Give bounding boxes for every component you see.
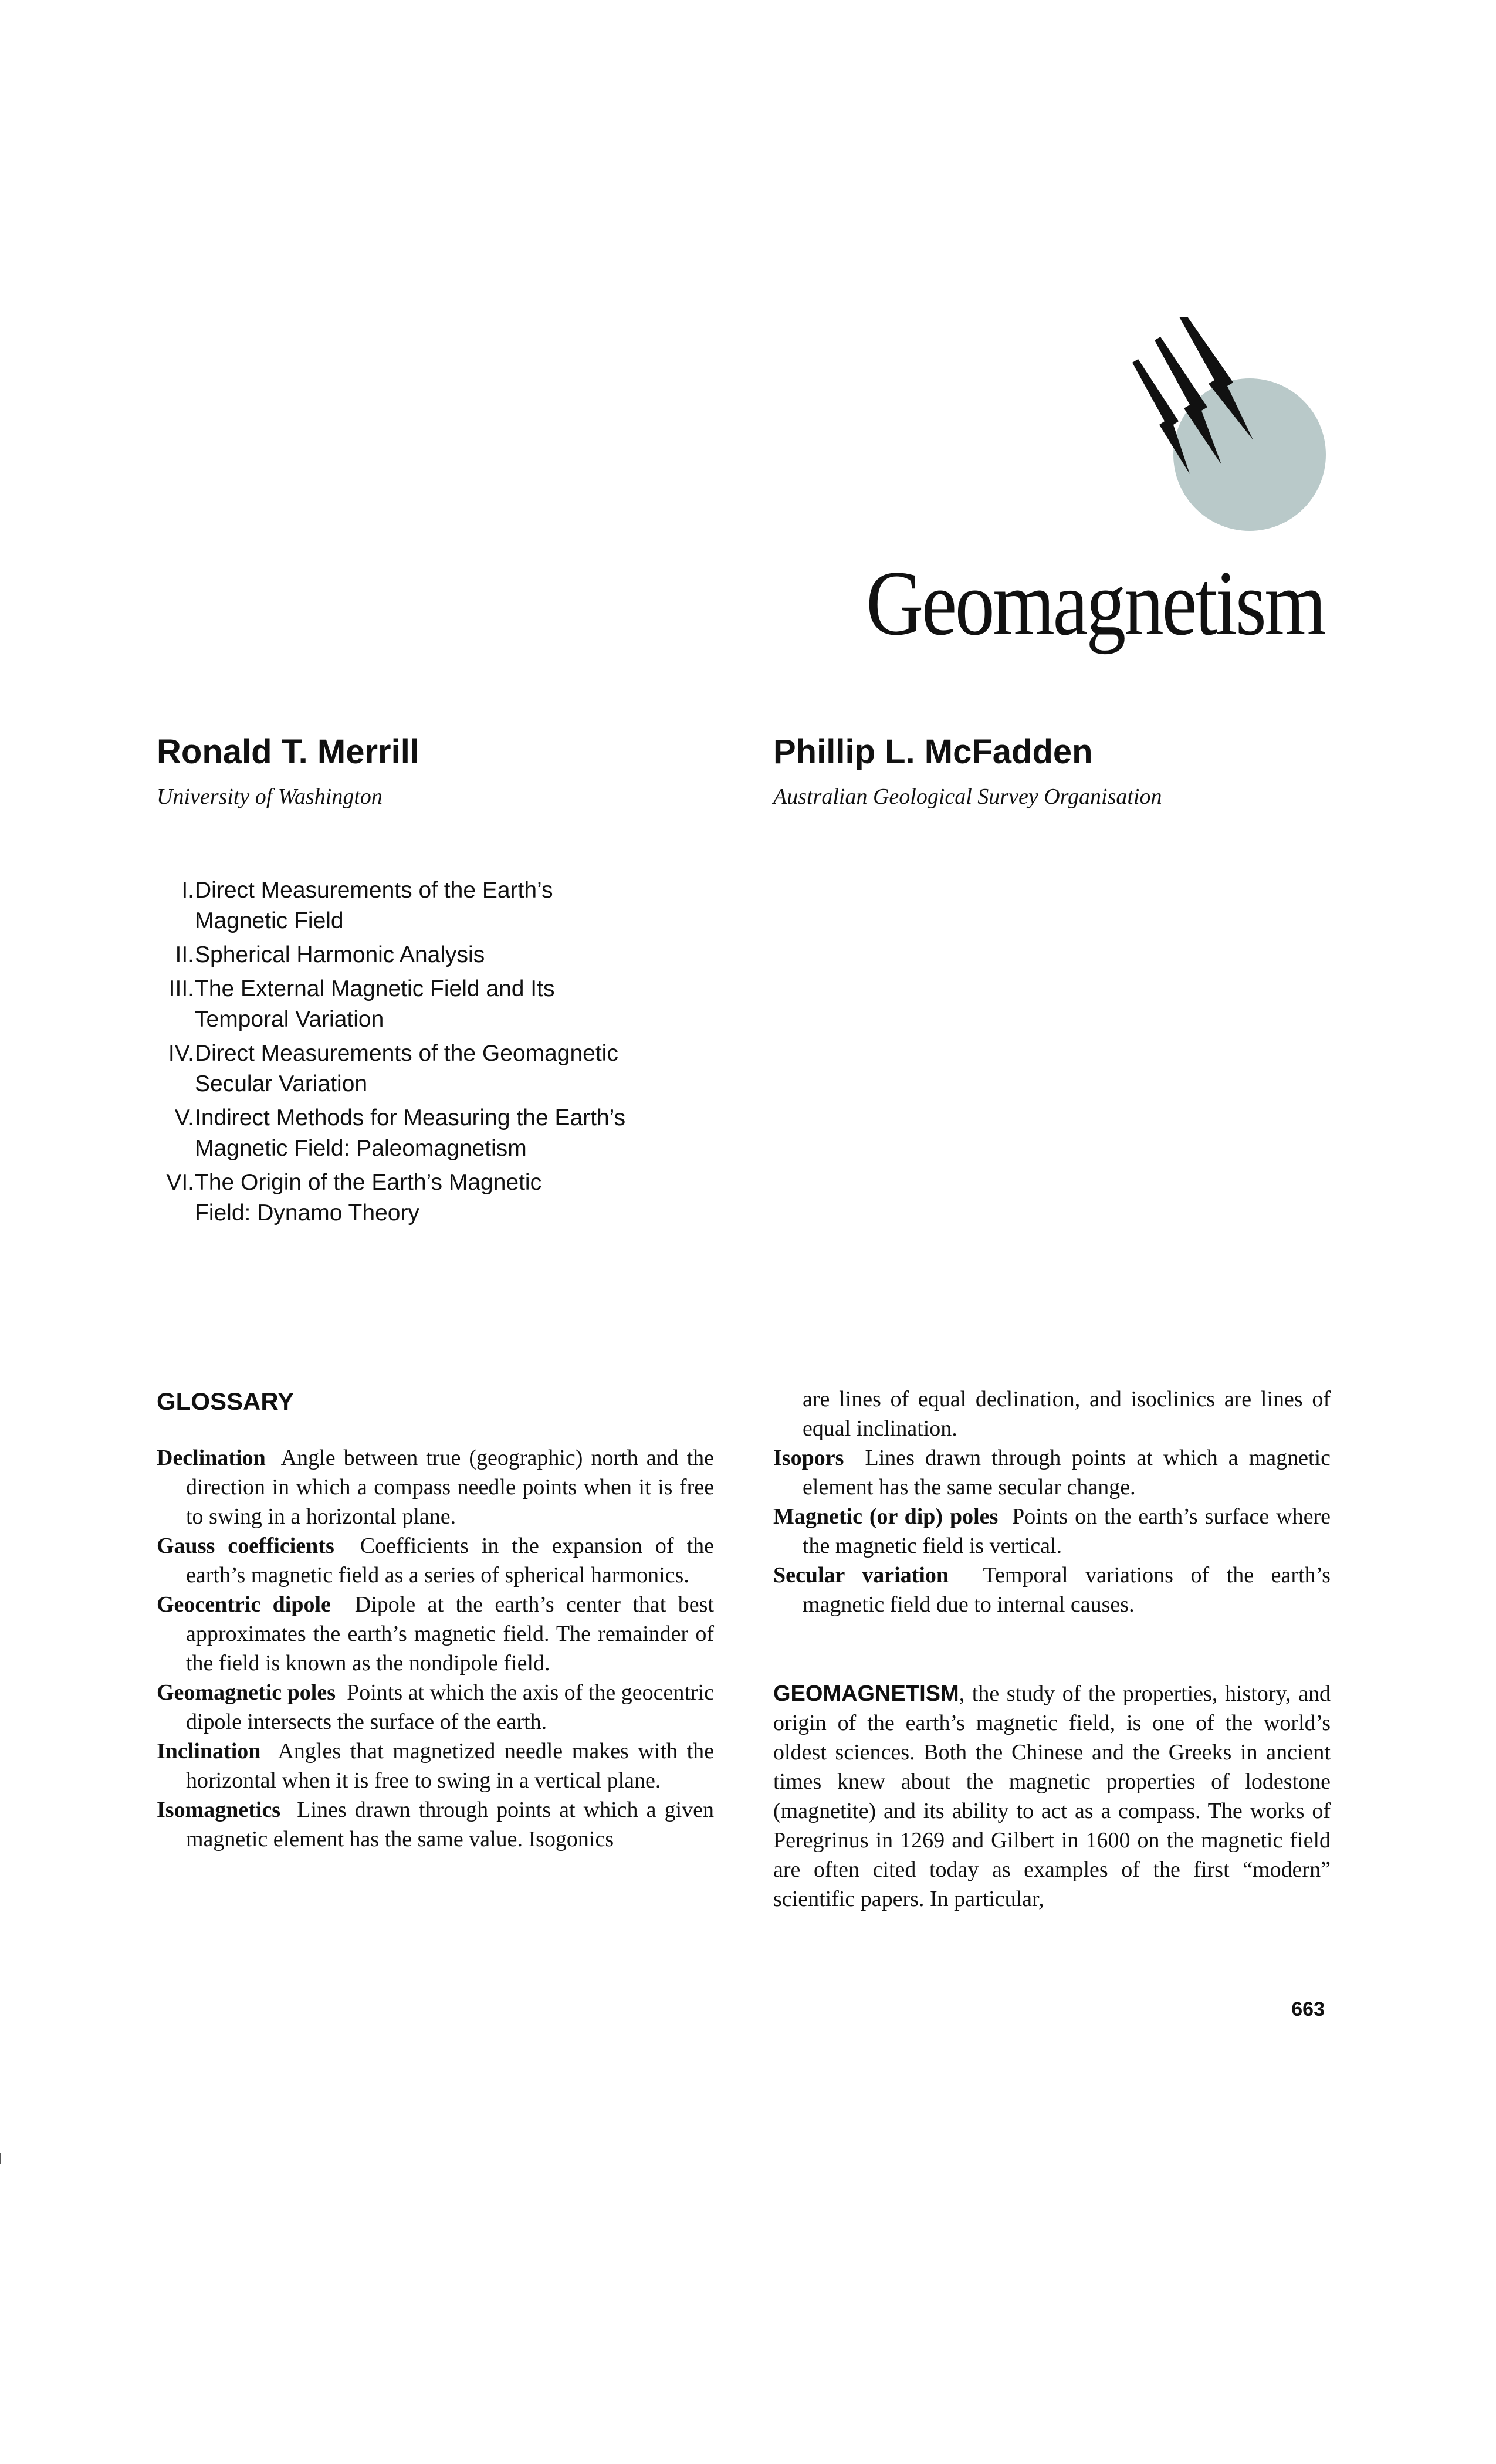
glossary-definition: Dipole at the earth’s center that best approximates the earth’s magnetic field. The remainder of the field is known as the nondipole field. [186,1592,714,1676]
glossary-entry [773,1443,1331,1502]
glossary-entry [157,1443,714,1531]
outline-line: Temporal Variation [195,1007,384,1032]
outline-item [147,1167,733,1228]
glossary-term: Secular variation [773,1563,949,1588]
glossary-definition: Angles that magnetized needle makes with the horizontal when it is free to swing in a vertical plane. [186,1739,715,1793]
outline-line: Magnetic Field: Paleomagnetism [195,1136,527,1161]
outline-line: Magnetic Field [195,908,344,933]
glossary-definition: Lines drawn through points at which a given magnetic element has the same value. Isogonics [186,1798,714,1852]
intro-paragraph [773,1679,1331,1914]
glossary-definition: Points at which the axis of the geocentric dipole intersects the surface of the earth. [186,1680,714,1734]
glossary-entry [157,1531,714,1590]
outline-text [195,940,485,970]
outline-line: Field: Dynamo Theory [195,1200,419,1226]
outline-number: VI. [166,1170,194,1195]
glossary-term: Magnetic (or dip) poles [773,1504,999,1529]
outline-number: IV. [168,1041,194,1066]
glossary-term: Declination [157,1446,266,1470]
glossary-term: Gauss coefficients [157,1534,334,1558]
outline-text [195,875,553,936]
glossary-term: Geomagnetic poles [157,1680,336,1705]
glossary-continuation: are lines of equal declination, and isoclinics are lines of equal inclination. [803,1387,1331,1441]
glossary-term: Geocentric dipole [157,1592,331,1617]
outline-number: II. [175,942,194,967]
author-name: Ronald T. Merrill [157,733,419,771]
glossary-column-right [773,1385,1331,1619]
author-affiliation: University of Washington [157,784,383,809]
glossary-definition: Points on the earth’s surface where the magnetic field is vertical. [803,1504,1331,1558]
glossary-entry [157,1590,714,1678]
glossary-definition: Lines drawn through points at which a magnetic element has the same secular change. [803,1446,1331,1500]
glossary-definition: Angle between true (geographic) north and the direction in which a compass needle points when it is free to swing in a horizontal plane. [186,1446,715,1529]
outline-text [195,974,554,1035]
outline-item [147,974,733,1035]
outline-line: Secular Variation [195,1071,368,1096]
outline-line: Spherical Harmonic Analysis [195,942,485,967]
glossary-entry [773,1502,1331,1561]
glossary-entry [157,1678,714,1737]
outline-number: V. [174,1105,194,1131]
outline-text [195,1103,625,1164]
glossary-term: Isomagnetics [157,1798,281,1822]
glossary-term: Inclination [157,1739,261,1764]
author-block [157,735,419,808]
outline-number: III. [168,976,194,1001]
outline-item [147,1038,733,1099]
author-affiliation: Australian Geological Survey Organisation [773,784,1162,809]
intro-text: , the study of the properties, history, and origin of the earth’s magnetic field, is one of the world’s oldest sciences. Both the Chinese and the Greeks in ancient times knew about the magnetic properties of lodestone (magnetite) and its ability to act as a compass. The works of Peregrinus in 1269 and Gilbert in 1600 on the magnetic field are often cited today as examples of the first “modern” scientific papers. In particular, [773,1681,1331,1911]
article-outline [147,875,733,1232]
outline-line: The Origin of the Earth’s Magnetic [195,1170,542,1195]
outline-item [147,940,733,970]
author-name: Phillip L. McFadden [773,733,1093,771]
page-number: 663 [1291,1998,1325,2020]
glossary-entry [773,1561,1331,1619]
glossary-term: Isopors [773,1446,844,1470]
glossary-entry [157,1737,714,1795]
glossary-heading: GLOSSARY [157,1387,295,1415]
glossary-definition: Temporal variations of the earth’s magnetic field due to internal causes. [803,1563,1331,1617]
outline-line: Direct Measurements of the Earth’s [195,878,553,903]
glossary-definition: Coefficients in the expansion of the earth’s magnetic field as a series of spherical harmonics. [186,1534,715,1588]
page-title: Geomagnetism [866,552,1325,655]
outline-item [147,1103,733,1164]
intro-lead: GEOMAGNETISM [773,1681,959,1706]
outline-item [147,875,733,936]
outline-line: Direct Measurements of the Geomagnetic [195,1041,618,1066]
glossary-column-left [157,1443,714,1854]
outline-line: Indirect Methods for Measuring the Earth’s [195,1105,626,1131]
lightning-circle-icon [1132,317,1326,540]
scan-edge-mark [0,2153,1,2164]
outline-text [195,1167,541,1228]
outline-text [195,1038,618,1099]
author-block [773,735,1162,808]
glossary-entry [157,1795,714,1854]
outline-line: The External Magnetic Field and Its [195,976,555,1001]
outline-number: I. [181,878,194,903]
